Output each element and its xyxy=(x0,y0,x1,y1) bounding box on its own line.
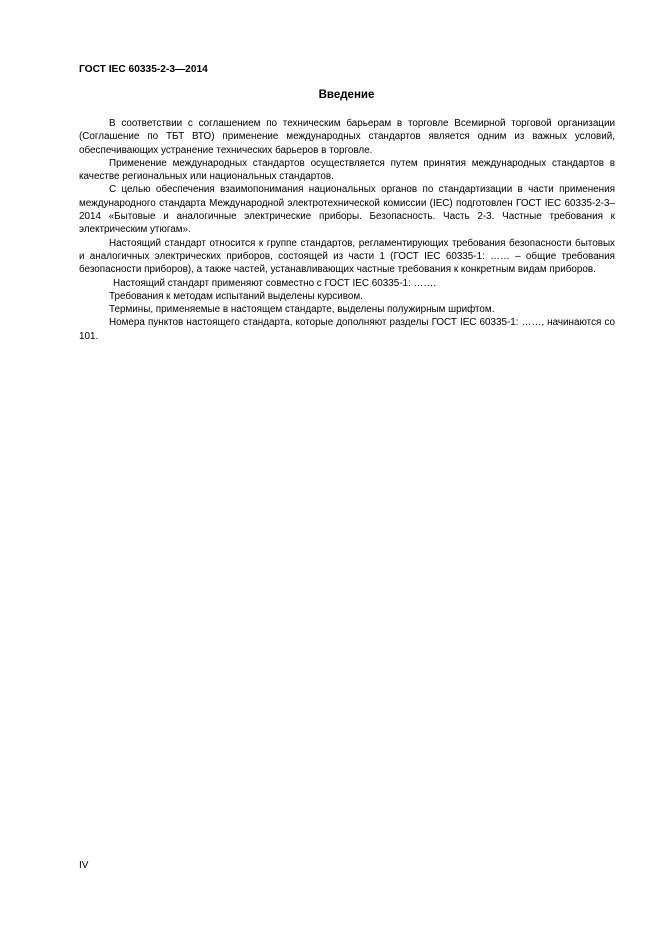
paragraph: В соответствии с соглашением по техническим барьерам в торговле Всемирной торговой организации (Соглашение по ТБТ ВТО) применение международных стандартов является одним из важных условий, обеспечивающих устранение технических барьеров в торговле. xyxy=(79,118,615,156)
paragraph: Требования к методам испытаний выделены курсивом. xyxy=(109,290,363,302)
document-body xyxy=(79,117,615,343)
paragraph: Настоящий стандарт относится к группе стандартов, регламентирующих требования безопасности бытовых и аналогичных электрических приборов, состоящей из части 1 (ГОСТ IEC 60335-1: …… – общие требования безопасности приборов), а также частей, устанавливающих частные требования к конкретным видам приборов. xyxy=(79,237,615,276)
paragraph: С целью обеспечения взаимопонимания национальных органов по стандартизации в части применения международного стандарта Международной электротехнической комиссии (IEC) подготовлен ГОСТ IEC 60335-2-3–2014 «Бытовые и аналогичные электрические приборы. Безопасность. Часть 2-3. Частные требования к электрическим утюгам». xyxy=(79,184,615,236)
document-header: ГОСТ IEC 60335-2-3—2014 xyxy=(79,64,208,75)
paragraph: Применение международных стандартов осуществляется путем принятия международных стандартов в качестве региональных или национальных стандартов. xyxy=(79,157,615,183)
paragraph: Настоящий стандарт применяют совместно с ГОСТ IEC 60335-1: ……. xyxy=(113,277,436,289)
paragraph: Номера пунктов настоящего стандарта, которые дополняют разделы ГОСТ IEC 60335-1: ……, начинаются со 101. xyxy=(79,317,615,342)
section-title: Введение xyxy=(318,89,375,101)
paragraph: Термины, применяемые в настоящем стандарте, выделены полужирным шрифтом. xyxy=(109,304,495,316)
page-number: IV xyxy=(79,860,89,871)
